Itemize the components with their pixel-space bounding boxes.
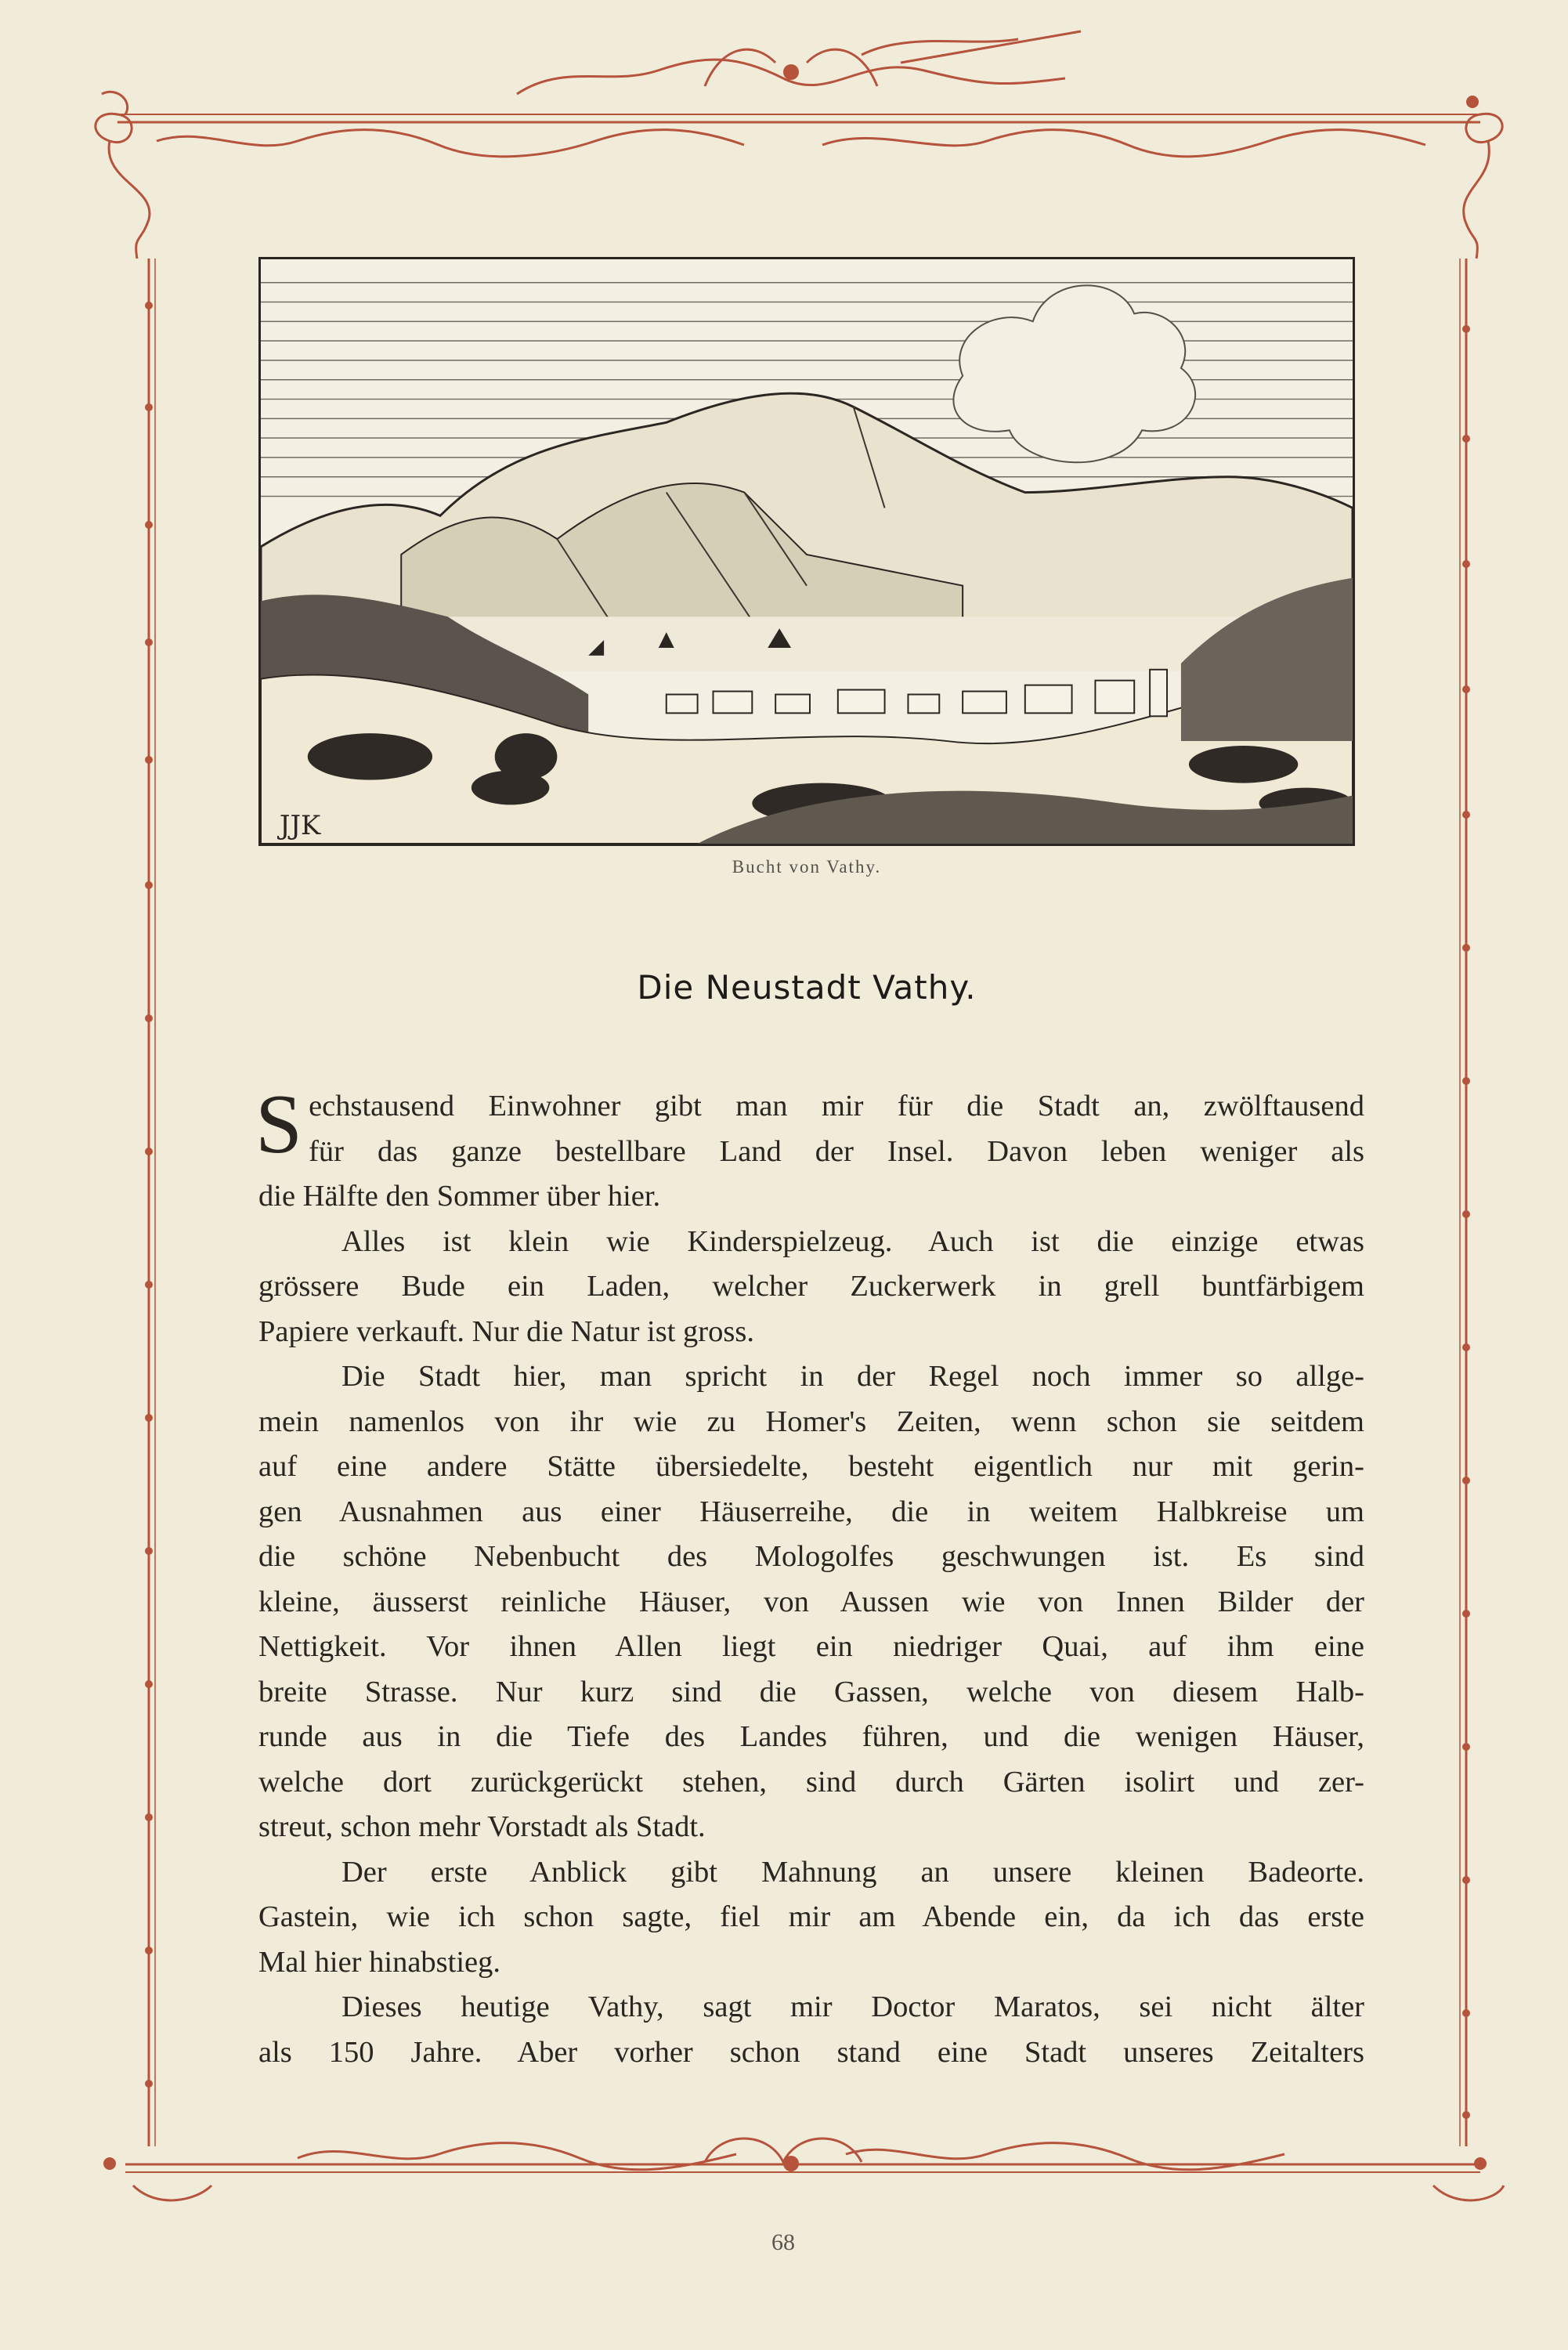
monogram: JJK (279, 810, 321, 841)
text-line: Mal hier hinabstieg. (258, 1945, 500, 1979)
text-line: Die Stadt hier, man spricht in der Regel noch immer so allge- (341, 1360, 1364, 1393)
page-number: 68 (771, 2229, 795, 2255)
text-line: breite Strasse. Nur kurz sind die Gassen, welche von diesem Halb- (258, 1675, 1364, 1708)
paragraph-3 (258, 1354, 1364, 1850)
text-line: als 150 Jahre. Aber vorher schon stand eine Stadt unseres Zeitalters (258, 2035, 1364, 2069)
text-line: für das ganze bestellbare Land der Insel. Davon leben weniger als (309, 1134, 1364, 1168)
drop-cap: S (255, 1078, 303, 1171)
text-line: mein namenlos von ihr wie zu Homer's Zeiten, wenn schon sie seitdem (258, 1405, 1364, 1438)
text-line: Nettigkeit. Vor ihnen Allen liegt ein niedriger Quai, auf ihm eine (258, 1630, 1364, 1663)
text-line: auf eine andere Stätte übersiedelte, besteht eigentlich nur mit gerin- (258, 1450, 1364, 1483)
text-line: Dieses heutige Vathy, sagt mir Doctor Maratos, sei nicht älter (341, 1990, 1364, 2023)
paragraph-2 (258, 1220, 1364, 1355)
text-line: kleine, äusserst reinliche Häuser, von Aussen wie von Innen Bilder der (258, 1585, 1364, 1618)
paragraph-4 (258, 1850, 1364, 1986)
paragraph-5 (258, 1985, 1364, 2075)
text-line: die schöne Nebenbucht des Mologolfes geschwungen ist. Es sind (258, 1540, 1364, 1573)
text-line: Der erste Anblick gibt Mahnung an unsere kleinen Badeorte. (341, 1855, 1364, 1889)
chapter-title: Die Neustadt Vathy. (637, 968, 977, 1007)
figure-caption: Bucht von Vathy. (732, 857, 882, 877)
text-line: Alles ist klein wie Kinderspielzeug. Auch ist die einzige etwas (341, 1224, 1364, 1258)
body-text (255, 1078, 1364, 2075)
bay-illustration (258, 257, 1355, 846)
text-line: grössere Bude ein Laden, welcher Zuckerwerk in grell buntfärbigem (258, 1270, 1364, 1303)
text-line: streut, schon mehr Vorstadt als Stadt. (258, 1810, 706, 1843)
text-line: Gastein, wie ich schon sagte, fiel mir am Abende ein, da ich das erste (258, 1900, 1364, 1933)
text-line: Papiere verkauft. Nur die Natur ist gross. (258, 1314, 754, 1348)
text-line: gen Ausnahmen aus einer Häuserreihe, die in weitem Halbkreise um (258, 1495, 1364, 1528)
paragraph-1 (255, 1078, 1364, 1220)
text-line: echstausend Einwohner gibt man mir für die Stadt an, zwölftausend (309, 1090, 1364, 1123)
text-line: runde aus in die Tiefe des Landes führen, und die wenigen Häuser, (258, 1720, 1364, 1753)
text-line: welche dort zurückgerückt stehen, sind durch Gärten isolirt und zer- (258, 1765, 1364, 1799)
text-line: die Hälfte den Sommer über hier. (258, 1180, 661, 1213)
